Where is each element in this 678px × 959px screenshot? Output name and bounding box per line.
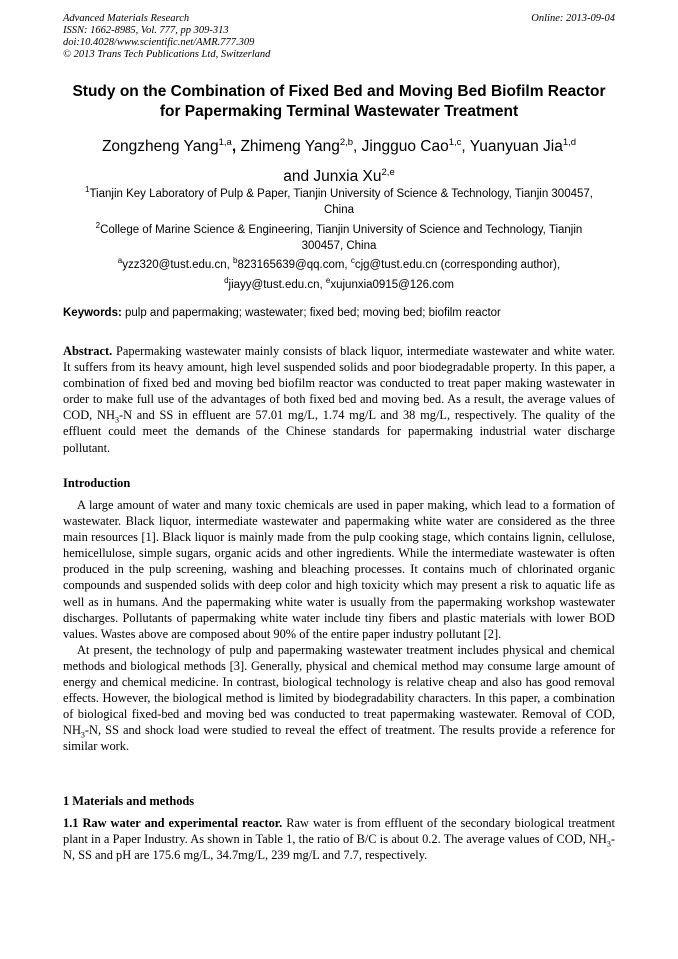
affiliation-text: Tianjin Key Laboratory of Pulp & Paper, Tianjin University of Science & Technology, Tianjin 300457, (89, 187, 593, 200)
paragraph-text: -N, SS and shock load were studied to reveal the effect of treatment. The results provide a reference for similar work. (63, 723, 615, 754)
affiliation-2 (58, 218, 620, 254)
affiliation-text: 300457, China (301, 239, 377, 252)
email-link[interactable]: cjg@tust.edu.cn (corresponding author), (354, 258, 561, 271)
email-mark: b (233, 256, 238, 265)
author-name: Zongzheng Yang (101, 138, 219, 156)
journal-doi: doi:10.4028/www.scientific.net/AMR.777.309 (63, 37, 255, 48)
paragraph: A large amount of water and many toxic chemicals are used in paper making, which lead to a formation of wastewater. Black liquor, intermediate wastewater and papermaking white water are considered as the three main resources [1]. Black liquor is mainly made from the pulp cooking stage, which contains lignin, cellulose, hemicellulose, simple sugars, organic acids and other ingredients. While the intermediate wastewater is often produced in the pulp screening, washing and bleaching processes. It contains much of chlorinated organic compounds and suspended solids with deep color and high toxicity which may present a risk to aquatic life as well as in humans. And the papermaking white water is usually from the papermaking workshop wastewater discharges. Pollutants of papermaking white water include tiny fibers and plastic materials with lower BOD values. Wastes above are composed about 90% of the entire paper industry pollutant [2]. (63, 498, 615, 641)
affiliation-text: College of Marine Science & Engineering, Tianjin University of Science and Technology, Tianjin (100, 223, 583, 236)
title-line-2: for Papermaking Terminal Wastewater Treatment (159, 103, 519, 120)
introduction-body (63, 497, 615, 755)
abstract-text: -N and SS in effluent are 57.01 mg/L, 1.74 mg/L and 38 mg/L, respectively. The quality of the effluent could meet the demands of the Chinese standards for papermaking industrial water discharge pollutant. (63, 408, 615, 455)
email-link[interactable]: 823165639@qq.com, (237, 258, 351, 271)
email-mark: e (325, 275, 331, 285)
paragraph-text: -N, SS and pH are 175.6 mg/L, 34.7mg/L, 239 mg/L and 7.7, respectively. (63, 832, 615, 863)
journal-name: Advanced Materials Research (63, 13, 190, 24)
abstract-label: Abstract. (63, 344, 113, 358)
email-link[interactable]: jiayy@tust.edu.cn, (228, 278, 326, 291)
materials-body (63, 815, 615, 863)
section-heading-introduction: Introduction (63, 476, 131, 490)
abstract (63, 343, 615, 456)
keywords-text: pulp and papermaking; wastewater; fixed bed; moving bed; biofilm reactor (121, 307, 501, 319)
paper-title (40, 82, 638, 122)
email-link[interactable]: yzz320@tust.edu.cn, (122, 258, 234, 271)
author-separator: , (231, 138, 241, 156)
journal-copyright: © 2013 Trans Tech Publications Ltd, Switzerland (63, 49, 271, 60)
affiliation-text: China (323, 203, 355, 216)
subsection-label: 1.1 Raw water and experimental reactor. (63, 816, 283, 830)
email-mark: c (350, 256, 355, 265)
abstract-text: Papermaking wastewater mainly consists of black liquor, intermediate wastewater and white water. It suffers from its heavy amount, high level suspended solids and poor biodegradable property. In this paper, a combination of fixed bed and moving bed biofilm reactor was conducted to treat paper making wastewater in order to make full use of the advantages of both fixed bed and moving bed. As a result, the average values of COD, NH (63, 344, 615, 423)
author-name: and Junxia Xu (283, 168, 382, 186)
author-emails (58, 253, 620, 293)
author-sup: 1,d (562, 137, 577, 148)
affiliation-mark: 1 (85, 185, 90, 194)
online-date: Online: 2013-09-04 (531, 13, 615, 24)
keywords-label: Keywords: (63, 307, 122, 319)
author-name: Yuanyuan Jia (469, 138, 563, 156)
author-name: Jingguo Cao (361, 138, 449, 156)
subscript: 3 (80, 730, 85, 740)
keywords (63, 305, 615, 321)
subscript: 3 (606, 839, 611, 849)
author-sup: 2,e (381, 167, 395, 179)
email-mark: a (117, 256, 123, 265)
journal-issn: ISSN: 1662-8985, Vol. 777, pp 309-313 (63, 25, 229, 36)
author-separator: , (353, 138, 362, 156)
author-sup: 1,a (218, 137, 232, 148)
author-sup: 1,c (448, 137, 462, 148)
affiliation-1 (58, 182, 620, 218)
email-link[interactable]: xujunxia0915@126.com (330, 278, 454, 291)
author-line-1 (50, 130, 628, 160)
title-line-1: Study on the Combination of Fixed Bed and Moving Bed Biofilm Reactor (72, 83, 606, 100)
paragraph-text: Raw water is from effluent of the secondary biological treatment plant in a Paper Industry. As shown in Table 1, the ratio of B/C is about 0.2. The average values of COD, NH (63, 816, 615, 847)
author-separator: , (461, 138, 470, 156)
paragraph (63, 642, 615, 755)
affiliation-mark: 2 (95, 221, 101, 230)
journal-header (63, 13, 615, 61)
subscript: 3 (114, 415, 119, 425)
section-heading-materials: 1 Materials and methods (63, 794, 195, 808)
paragraph-text: At present, the technology of pulp and papermaking wastewater treatment includes physical and chemical methods and biological methods [3]. Generally, physical and chemical method may consume large amount of energy and chemical medicine. In contrast, biological technology is relative cheap and also has good removal effects. However, the biological method is limited by biodegradability characters. In this paper, a combination of biological fixed-bed and moving bed was conducted to treat papermaking wastewater. Removal of COD, NH (63, 642, 615, 738)
author-name: Zhimeng Yang (240, 138, 340, 156)
author-sup: 2,b (339, 137, 354, 148)
email-mark: d (224, 275, 229, 285)
